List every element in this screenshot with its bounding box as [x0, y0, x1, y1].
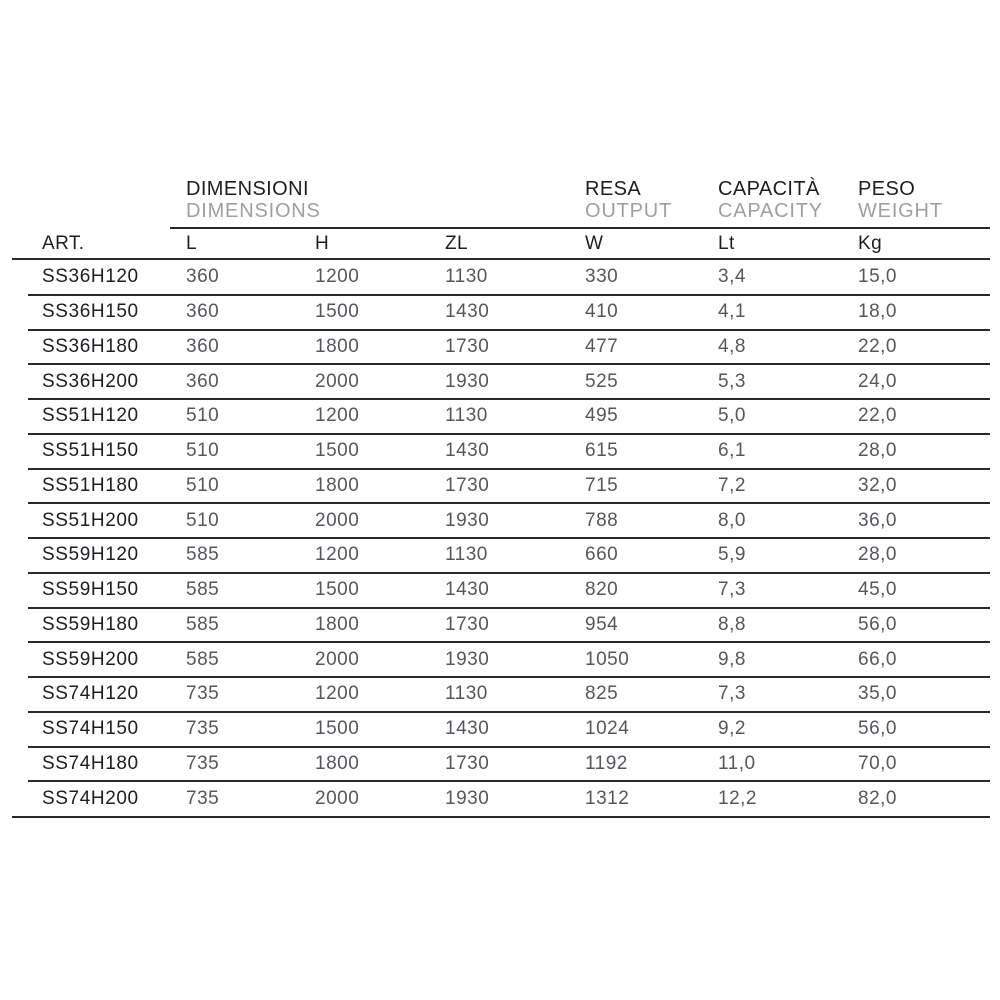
group-output-main: RESA — [585, 178, 642, 200]
cell-art: SS74H120 — [42, 683, 139, 705]
column-header-kg: Kg — [858, 232, 883, 254]
cell-art: SS51H120 — [42, 405, 139, 427]
cell-kg: 35,0 — [858, 683, 897, 705]
table-row — [12, 573, 990, 608]
group-weight-sub: WEIGHT — [858, 200, 943, 222]
cell-h: 1200 — [315, 544, 360, 566]
cell-art: SS59H150 — [42, 579, 139, 601]
cell-lt: 7,2 — [718, 474, 746, 496]
cell-w: 954 — [585, 613, 619, 635]
cell-lt: 9,2 — [718, 718, 746, 740]
cell-l: 510 — [186, 509, 220, 531]
cell-kg: 28,0 — [858, 440, 897, 462]
cell-kg: 18,0 — [858, 301, 897, 323]
cell-l: 585 — [186, 544, 220, 566]
cell-zl: 1930 — [445, 787, 490, 809]
cell-lt: 11,0 — [718, 752, 756, 774]
cell-lt: 8,0 — [718, 509, 746, 531]
cell-h: 2000 — [315, 787, 360, 809]
cell-kg: 32,0 — [858, 474, 897, 496]
group-output — [585, 178, 672, 222]
cell-zl: 1430 — [445, 301, 490, 323]
table-row — [12, 399, 990, 434]
cell-zl: 1130 — [445, 683, 488, 705]
group-dimensions-sub: DIMENSIONS — [186, 200, 321, 222]
cell-l: 735 — [186, 718, 220, 740]
cell-w: 715 — [585, 474, 619, 496]
group-capacity-sub: CAPACITY — [718, 200, 823, 222]
column-header-h: H — [315, 232, 330, 254]
cell-w: 477 — [585, 335, 619, 357]
table-row — [12, 712, 990, 747]
cell-kg: 28,0 — [858, 544, 897, 566]
cell-kg: 66,0 — [858, 648, 897, 670]
cell-h: 1500 — [315, 718, 360, 740]
cell-l: 735 — [186, 683, 220, 705]
cell-art: SS36H180 — [42, 335, 139, 357]
cell-zl: 1730 — [445, 613, 490, 635]
cell-art: SS59H180 — [42, 613, 139, 635]
cell-l: 585 — [186, 579, 220, 601]
table-row — [12, 538, 990, 573]
cell-art: SS59H200 — [42, 648, 139, 670]
cell-w: 820 — [585, 579, 619, 601]
cell-lt: 3,4 — [718, 266, 746, 288]
cell-w: 410 — [585, 301, 619, 323]
cell-lt: 5,0 — [718, 405, 746, 427]
group-capacity — [718, 178, 823, 222]
cell-kg: 45,0 — [858, 579, 897, 601]
column-header-l: L — [186, 232, 197, 254]
cell-w: 825 — [585, 683, 619, 705]
group-dimensions-main: DIMENSIONI — [186, 178, 309, 200]
table-row — [12, 260, 990, 295]
cell-w: 525 — [585, 370, 619, 392]
column-header-w: W — [585, 232, 604, 254]
cell-art: SS74H180 — [42, 752, 139, 774]
cell-h: 1200 — [315, 405, 360, 427]
cell-zl: 1930 — [445, 370, 490, 392]
cell-h: 1200 — [315, 683, 360, 705]
cell-w: 615 — [585, 440, 619, 462]
cell-zl: 1130 — [445, 405, 488, 427]
cell-l: 735 — [186, 752, 220, 774]
cell-h: 2000 — [315, 509, 360, 531]
spec-table — [12, 176, 990, 818]
table-row — [12, 469, 990, 504]
cell-kg: 36,0 — [858, 509, 897, 531]
table-row — [12, 330, 990, 365]
group-weight — [858, 178, 943, 222]
cell-h: 1500 — [315, 301, 360, 323]
cell-w: 1312 — [585, 787, 630, 809]
cell-kg: 22,0 — [858, 405, 897, 427]
cell-kg: 15,0 — [858, 266, 897, 288]
cell-lt: 12,2 — [718, 787, 757, 809]
cell-kg: 70,0 — [858, 752, 897, 774]
cell-w: 1050 — [585, 648, 630, 670]
cell-h: 1800 — [315, 474, 360, 496]
table-row — [12, 781, 990, 816]
cell-zl: 1430 — [445, 718, 490, 740]
cell-w: 330 — [585, 266, 619, 288]
cell-h: 2000 — [315, 648, 360, 670]
cell-w: 1024 — [585, 718, 630, 740]
table-row — [12, 642, 990, 677]
cell-l: 585 — [186, 648, 220, 670]
cell-kg: 82,0 — [858, 787, 897, 809]
cell-l: 735 — [186, 787, 220, 809]
cell-zl: 1730 — [445, 335, 490, 357]
table-row — [12, 503, 990, 538]
column-header-art: ART. — [42, 232, 85, 254]
group-output-sub: OUTPUT — [585, 200, 673, 222]
cell-lt: 4,8 — [718, 335, 746, 357]
cell-art: SS51H150 — [42, 440, 139, 462]
cell-l: 360 — [186, 335, 220, 357]
table-row — [12, 608, 990, 643]
cell-l: 585 — [186, 613, 220, 635]
cell-h: 1800 — [315, 335, 360, 357]
cell-h: 2000 — [315, 370, 360, 392]
cell-zl: 1430 — [445, 579, 490, 601]
cell-art: SS36H120 — [42, 266, 139, 288]
cell-lt: 5,9 — [718, 544, 746, 566]
cell-h: 1500 — [315, 440, 360, 462]
cell-art: SS74H150 — [42, 718, 139, 740]
table-group-header — [12, 176, 990, 227]
cell-w: 788 — [585, 509, 619, 531]
cell-zl: 1130 — [445, 266, 488, 288]
column-header-lt: Lt — [718, 232, 735, 254]
cell-zl: 1430 — [445, 440, 490, 462]
cell-art: SS36H200 — [42, 370, 139, 392]
cell-zl: 1930 — [445, 648, 490, 670]
cell-art: SS51H200 — [42, 509, 139, 531]
cell-art: SS36H150 — [42, 301, 139, 323]
cell-kg: 22,0 — [858, 335, 897, 357]
cell-kg: 24,0 — [858, 370, 897, 392]
column-header-row — [12, 229, 990, 258]
group-capacity-main: CAPACITÀ — [718, 178, 820, 200]
group-weight-main: PESO — [858, 178, 916, 200]
cell-zl: 1130 — [445, 544, 488, 566]
cell-art: SS59H120 — [42, 544, 139, 566]
cell-l: 510 — [186, 474, 220, 496]
cell-l: 510 — [186, 405, 220, 427]
cell-kg: 56,0 — [858, 718, 897, 740]
table-row — [12, 434, 990, 469]
table-row — [12, 295, 990, 330]
cell-lt: 9,8 — [718, 648, 746, 670]
cell-zl: 1930 — [445, 509, 490, 531]
cell-l: 360 — [186, 266, 220, 288]
group-dimensions — [186, 178, 321, 222]
cell-l: 360 — [186, 301, 220, 323]
cell-lt: 7,3 — [718, 683, 746, 705]
cell-kg: 56,0 — [858, 613, 897, 635]
cell-w: 495 — [585, 405, 619, 427]
column-header-zl: ZL — [445, 232, 468, 254]
cell-zl: 1730 — [445, 752, 490, 774]
cell-w: 660 — [585, 544, 619, 566]
cell-h: 1800 — [315, 752, 360, 774]
table-row — [12, 364, 990, 399]
cell-h: 1800 — [315, 613, 360, 635]
table-row — [12, 747, 990, 782]
cell-art: SS51H180 — [42, 474, 139, 496]
cell-lt: 4,1 — [718, 301, 746, 323]
cell-l: 510 — [186, 440, 220, 462]
cell-lt: 7,3 — [718, 579, 746, 601]
table-bottom-rule — [12, 816, 990, 818]
cell-art: SS74H200 — [42, 787, 139, 809]
cell-lt: 5,3 — [718, 370, 746, 392]
cell-lt: 6,1 — [718, 440, 746, 462]
cell-lt: 8,8 — [718, 613, 746, 635]
cell-w: 1192 — [585, 752, 628, 774]
table-body — [12, 260, 990, 816]
cell-l: 360 — [186, 370, 220, 392]
table-row — [12, 677, 990, 712]
cell-h: 1200 — [315, 266, 360, 288]
cell-h: 1500 — [315, 579, 360, 601]
cell-zl: 1730 — [445, 474, 490, 496]
